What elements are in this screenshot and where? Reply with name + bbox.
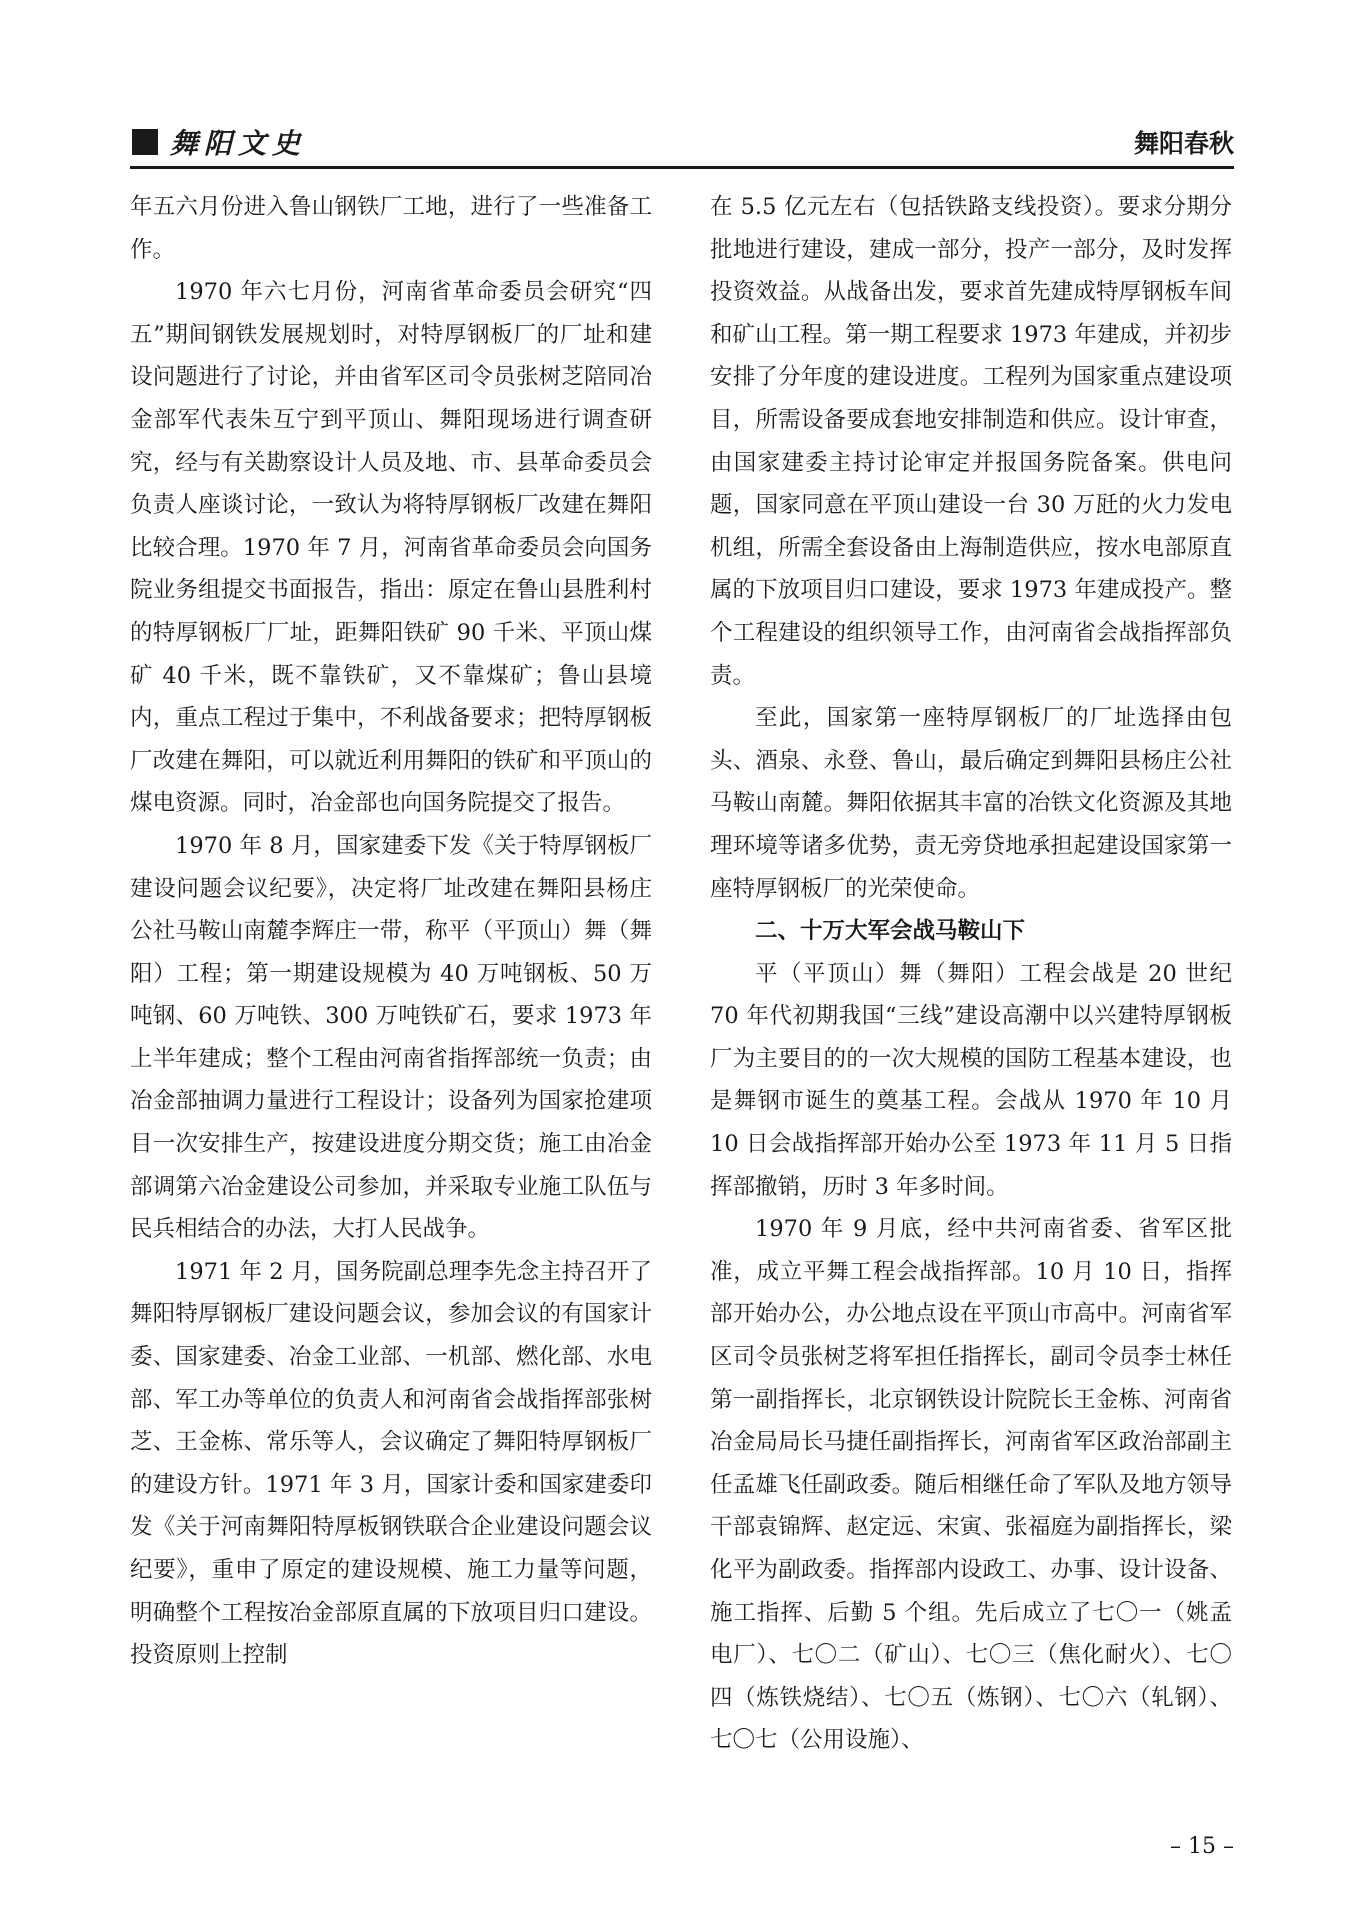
paragraph: 1971 年 2 月，国务院副总理李先念主持召开了舞阳特厚钢板厂建设问题会议，参加会议的有国家计委、国家建委、冶金工业部、一机部、燃化部、水电部、军工办等单位的负责人和河南省会战指挥部张树芝、王金栋、常乐等人，会议确定了舞阳特厚钢板厂的建设方针。1971 年 3 月，国家计委和国家建委印发《关于河南舞阳特厚板钢铁联合企业建设问题会议纪要》，重申了原定的建设规模、施工力量等问题，明确整个工程按冶金部原直属的下放项目归口建设。投资原则上控制 xyxy=(130,1258,652,1669)
paragraph: 至此，国家第一座特厚钢板厂的厂址选择由包头、酒泉、永登、鲁山，最后确定到舞阳县杨庄公社马鞍山南麓。舞阳依据其丰富的冶铁文化资源及其地理环境等诸多优势，责无旁贷地承担起建设国家第一座特厚钢板厂的光荣使命。 xyxy=(710,705,1232,902)
page-header xyxy=(130,124,1234,164)
paragraph: 年五六月份进入鲁山钢铁厂工地，进行了一些准备工作。 xyxy=(130,194,652,263)
page-number: – 15 – xyxy=(1170,1834,1234,1859)
paragraph: 平（平顶山）舞（舞阳）工程会战是 20 世纪 70 年代初期我国“三线”建设高潮中以兴建特厚钢板厂为主要目的的一次大规模的国防工程基本建设，也是舞钢市诞生的奠基工程。会战从 1970 年 10 月 10 日会战指挥部开始办公至 1973 年 11 月 5 日指挥部撤销，历时 3 年多时间。 xyxy=(710,960,1232,1200)
paragraph: 1970 年 8 月，国家建委下发《关于特厚钢板厂建设问题会议纪要》，决定将厂址改建在舞阳县杨庄公社马鞍山南麓李辉庄一带，称平（平顶山）舞（舞阳）工程；第一期建设规模为 40 万吨钢板、50 万吨钢、60 万吨铁、300 万吨铁矿石，要求 1973 年上半年建成；整个工程由河南省指挥部统一负责；由冶金部抽调力量进行工程设计；设备列为国家抢建项目一次安排生产，按建设进度分期交货；施工由冶金部调第六冶金建设公司参加，并采取专业施工队伍与民兵相结合的办法，大打人民战争。 xyxy=(130,832,652,1243)
header-square-mark xyxy=(132,129,158,155)
header-rule xyxy=(130,166,1234,169)
section-title: 舞阳春秋 xyxy=(1133,129,1234,158)
paragraph: 1970 年 9 月底，经中共河南省委、省军区批准，成立平舞工程会战指挥部。10 月 10 日，指挥部开始办公，办公地点设在平顶山市高中。河南省军区司令员张树芝将军担任指挥长，副司令员李士林任第一副指挥长，北京钢铁设计院院长王金栋、河南省冶金局局长马捷任副指挥长，河南省军区政治部副主任孟雄飞任副政委。随后相继任命了军队及地方领导干部袁锦辉、赵定远、宋寅、张福庭为副指挥长，梁化平为副政委。指挥部内设政工、办事、设计设备、施工指挥、后勤 5 个组。先后成立了七〇一（姚孟电厂）、七〇二（矿山）、七〇三（焦化耐火）、七〇四（炼铁烧结）、七〇五（炼钢）、七〇六（轧钢）、七〇七（公用设施）、 xyxy=(710,1216,1232,1754)
journal-title: 舞阳文史 xyxy=(170,127,307,160)
left-column xyxy=(130,186,652,1677)
paragraph: 在 5.5 亿元左右（包括铁路支线投资）。要求分期分批地进行建设，建成一部分，投产一部分，及时发挥投资效益。从战备出发，要求首先建成特厚钢板车间和矿山工程。第一期工程要求 1973 年建成，并初步安排了分年度的建设进度。工程列为国家重点建设项目，所需设备要成套地安排制造和供应。设计审查，由国家建委主持讨论审定并报国务院备案。供电问题，国家同意在平顶山建设一台 30 万瓩的火力发电机组，所需全套设备由上海制造供应，按水电部原直属的下放项目归口建设，要求 1973 年建成投产。整个工程建设的组织领导工作，由河南省会战指挥部负责。 xyxy=(710,194,1232,689)
right-column xyxy=(710,186,1232,1762)
section-heading: 二、十万大军会战马鞍山下 xyxy=(755,918,1026,945)
paragraph: 1970 年六七月份，河南省革命委员会研究“四五”期间钢铁发展规划时，对特厚钢板厂的厂址和建设问题进行了讨论，并由省军区司令员张树芝陪同冶金部军代表朱互宁到平顶山、舞阳现场进行调查研究，经与有关勘察设计人员及地、市、县革命委员会负责人座谈讨论，一致认为将特厚钢板厂改建在舞阳比较合理。1970 年 7 月，河南省革命委员会向国务院业务组提交书面报告，指出：原定在鲁山县胜利村的特厚钢板厂厂址，距舞阳铁矿 90 千米、平顶山煤矿 40 千米，既不靠铁矿，又不靠煤矿；鲁山县境内，重点工程过于集中，不利战备要求；把特厚钢板厂改建在舞阳，可以就近利用舞阳的铁矿和平顶山的煤电资源。同时，冶金部也向国务院提交了报告。 xyxy=(130,279,652,817)
